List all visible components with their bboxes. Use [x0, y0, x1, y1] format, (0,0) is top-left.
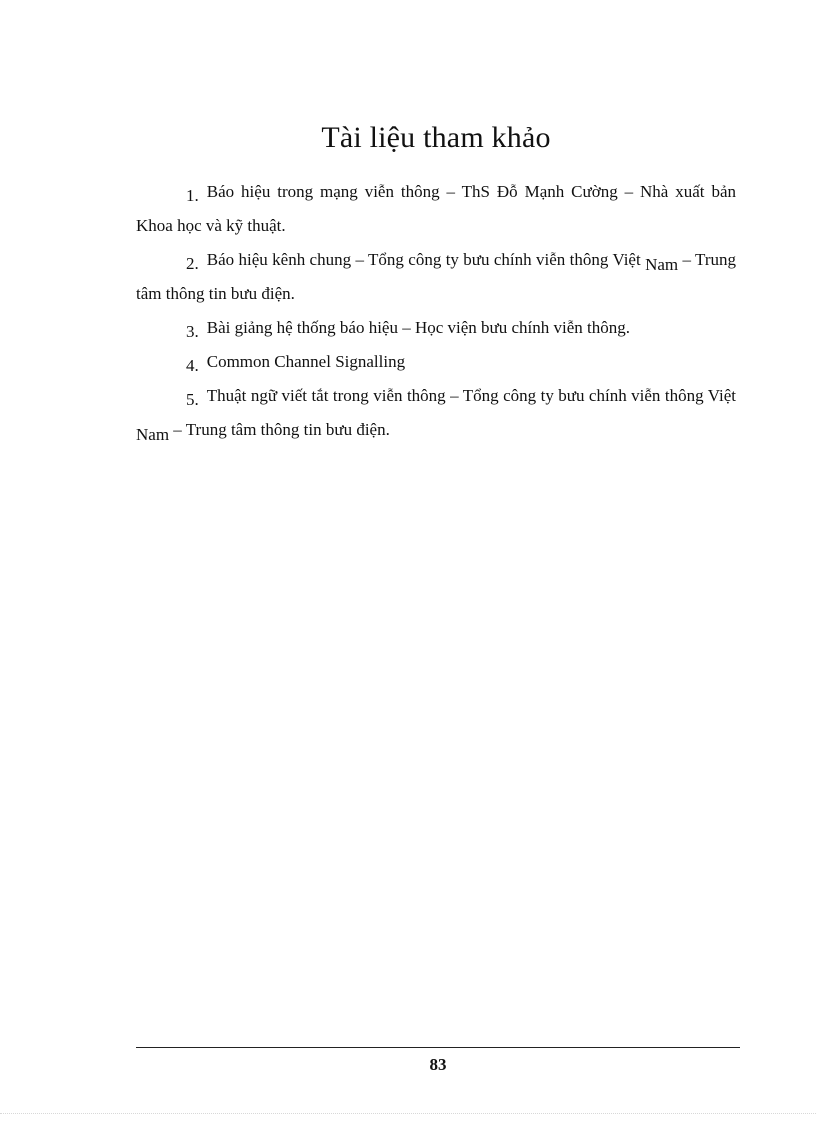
- reference-item: [136, 311, 736, 345]
- reference-number: 2.: [186, 254, 199, 273]
- reference-text: Bài giảng hệ thống báo hiệu – Học viện bưu chính viễn thông.: [206, 318, 631, 337]
- reference-text-subscript: Nam: [645, 255, 679, 274]
- page-number: 83: [429, 1055, 447, 1074]
- reference-text: Báo hiệu trong mạng viễn thông – ThS Đỗ Mạnh Cường – Nhà xuất bản Khoa học và kỹ thuật.: [136, 182, 736, 235]
- reference-number: 3.: [186, 322, 199, 341]
- reference-list: [136, 175, 736, 447]
- reference-text: – Trung tâm thông tin bưu điện.: [169, 420, 390, 439]
- page-edge-divider: [0, 1113, 816, 1114]
- reference-item: [136, 243, 736, 311]
- reference-text: Thuật ngữ viết tắt trong viễn thông – Tổng công ty bưu chính viễn thông Việt: [206, 386, 736, 405]
- footer-divider: [136, 1047, 740, 1048]
- reference-item: [136, 379, 736, 447]
- reference-number: 5.: [186, 390, 199, 409]
- reference-number: 1.: [186, 186, 199, 205]
- reference-text: Báo hiệu kênh chung – Tổng công ty bưu chính viễn thông Việt: [206, 250, 646, 269]
- reference-number: 4.: [186, 356, 199, 375]
- page-title: Tài liệu tham khảo: [321, 121, 551, 154]
- reference-text-subscript: Nam: [136, 425, 170, 444]
- reference-item: [136, 345, 736, 379]
- reference-item: [136, 175, 736, 243]
- reference-text: Common Channel Signalling: [206, 352, 406, 371]
- reference-text: – Trung tâm thông tin bưu điện.: [136, 250, 736, 303]
